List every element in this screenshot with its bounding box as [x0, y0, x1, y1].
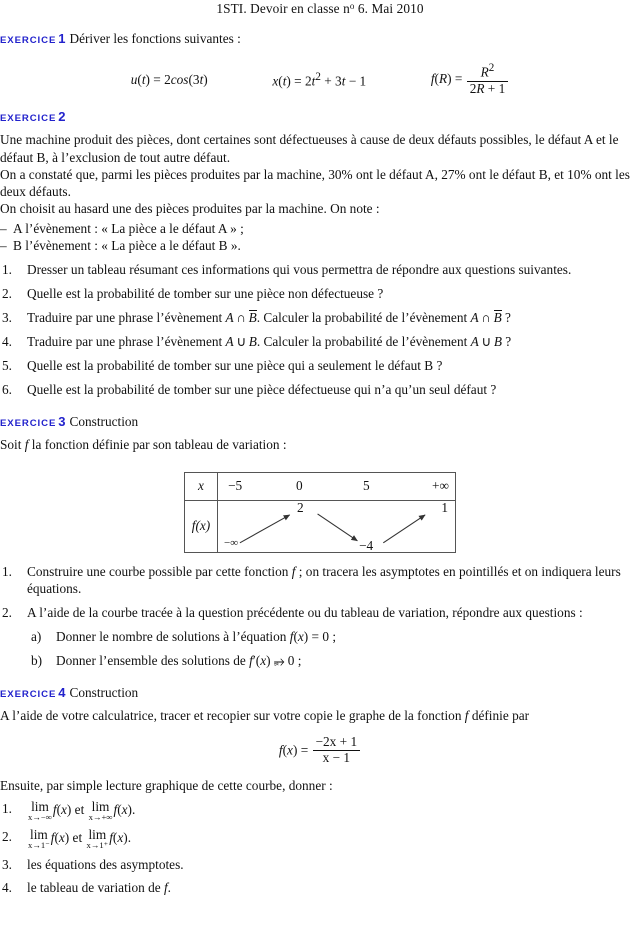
limit-expression	[89, 800, 113, 822]
question-marker: 2.	[2, 829, 12, 844]
limit-joiner: et	[69, 830, 86, 846]
x-value-0: −5	[228, 477, 243, 493]
function-symbol: f	[464, 707, 469, 723]
exercise-4-number: 4	[58, 684, 66, 700]
question-marker: 4.	[2, 334, 12, 350]
limit-expression	[28, 800, 52, 822]
variation-table	[184, 472, 456, 553]
list-item	[27, 652, 640, 669]
question-marker: 3.	[2, 310, 12, 326]
math-a-inter-not-b: A ∩ B	[470, 310, 502, 326]
question-text-pre: le tableau de variation de	[27, 879, 164, 895]
question-text-post: ?	[501, 334, 512, 350]
question-text-mid: . Calculer la probabilité de l’évènement	[256, 310, 471, 326]
list-item	[0, 381, 640, 398]
exercise-3-intro	[0, 436, 640, 453]
list-item	[0, 800, 640, 822]
fraction-denominator: 2R + 1	[467, 81, 509, 97]
x-value-2: 5	[363, 477, 370, 493]
list-item	[0, 828, 640, 850]
variation-arrows	[218, 501, 455, 552]
list-item	[0, 333, 640, 350]
event-a-text: A l’évènement : « La pièce a le défaut A » ;	[13, 220, 244, 236]
exercise-2-paragraph-1: Une machine produit des pièces, dont certaines sont défectueuses à cause de deux défauts possibles, le défaut A et le défaut B, à l’exclusion de tout autre défaut.	[0, 132, 619, 165]
exercise-4-intro	[0, 707, 640, 724]
question-text-pre: Traduire par une phrase l’évènement	[27, 334, 226, 350]
question-text: A l’aide de la courbe tracée à la question précédente ou du tableau de variation, répondre aux questions :	[27, 604, 583, 620]
formula-x: $x(t) = 2t^2 + 3t - 1$	[272, 70, 367, 89]
arrow-up-1	[240, 515, 290, 543]
x-values-row	[218, 473, 455, 500]
function-symbol: f	[291, 563, 296, 579]
event-b-text: B l’évènement : « La pièce a le défaut B ».	[13, 237, 241, 253]
formula-f-R: f(R) = $\frac{R^2}{2R + 1}$	[431, 63, 509, 97]
list-item	[0, 309, 640, 326]
question-text-post: ; on tracera les asymptotes en pointillés et on indiquera leurs équations.	[27, 563, 621, 596]
question-text-mid: . Calculer la probabilité de l’évènement	[256, 334, 471, 350]
limit-operator: lim	[91, 799, 110, 815]
question-marker: 5.	[2, 358, 12, 374]
exercise-label: EXERCICE	[0, 35, 57, 47]
exercise-1-number: 1	[58, 31, 66, 47]
header-text-start: 1STI. Devoir en classe n	[216, 1, 350, 17]
limit-argument: f(x)	[52, 802, 72, 818]
limit-argument: f(x)	[113, 802, 132, 818]
question-marker: 1.	[2, 262, 12, 278]
intro-pre: A l’aide de votre calculatrice, tracer et recopier sur votre copie le graphe de la fonction	[0, 707, 465, 723]
math-a-union-b: A ∪ B	[225, 334, 257, 350]
limit-operator: lim	[88, 827, 107, 842]
exercise-3-heading	[0, 414, 640, 430]
question-marker: 4.	[2, 879, 12, 895]
exercise-4-title: Construction	[69, 684, 139, 700]
table-row	[185, 473, 455, 501]
intro-post: la fonction définie par son tableau de variation :	[28, 437, 287, 453]
f-value-minus-infinity: −∞	[224, 536, 239, 549]
variation-table-wrapper	[0, 472, 640, 553]
list-item	[0, 604, 640, 669]
f-values-row	[218, 501, 455, 552]
question-marker: 2.	[2, 286, 12, 302]
subquestion-marker: b)	[31, 652, 43, 668]
intro-pre: Soit	[0, 437, 25, 453]
question-text: Dresser un tableau résumant ces informations qui vous permettra de répondre aux questions suivantes.	[27, 262, 572, 278]
math-a-union-b: A ∪ B	[470, 334, 502, 350]
x-value-3: +∞	[432, 477, 449, 493]
fraction-linear-over-linear	[313, 735, 361, 766]
math-fprime-geq-zero: f′(x) ⭈ 0	[249, 652, 295, 668]
dash-marker: –	[0, 220, 7, 236]
question-marker: 1.	[2, 801, 12, 817]
list-item	[0, 220, 640, 237]
exercise-2-event-list	[0, 220, 640, 255]
exercise-2-questions	[0, 261, 640, 398]
list-item	[0, 357, 640, 374]
f-value-2: 2	[297, 499, 304, 515]
question-marker: 6.	[2, 382, 12, 398]
list-item	[27, 628, 640, 645]
row-label-x: x	[185, 473, 218, 500]
table-row	[185, 501, 455, 552]
x-value-1: 0	[296, 477, 303, 493]
list-item	[0, 285, 640, 302]
document-header	[0, 0, 640, 17]
exercise-1-formulas	[0, 63, 640, 97]
exercise-1-heading	[0, 31, 640, 47]
limit-expression	[28, 828, 50, 850]
exercise-label: EXERCICE	[0, 418, 57, 430]
arrow-up-2	[383, 515, 425, 543]
limit-end: .	[131, 802, 136, 818]
question-text: les équations des asymptotes.	[27, 856, 184, 872]
header-text-end: 6. Mai 2010	[354, 1, 424, 17]
question-text: Quelle est la probabilité de tomber sur une pièce défectueuse qui n’a qu’un seul défaut ?	[27, 382, 497, 398]
subquestion-marker: a)	[31, 628, 42, 644]
exercise-2-paragraph-2: On a constaté que, parmi les pièces produites par la machine, 30% ont le défaut A, 27% ont le défaut B, et 10% ont les deux défauts.	[0, 166, 630, 200]
list-item	[0, 856, 640, 873]
intro-post: définie par	[468, 707, 530, 723]
question-text-post: .	[167, 879, 171, 895]
exercise-4-heading	[0, 685, 640, 701]
limit-subscript: x→1⁻	[28, 839, 50, 850]
question-text-pre: Construire une courbe possible par cette fonction	[27, 563, 292, 579]
exercise-label: EXERCICE	[0, 688, 57, 700]
question-text: Quelle est la probabilité de tomber sur une pièce qui a seulement le défaut B ?	[27, 358, 443, 374]
question-marker: 1.	[2, 563, 12, 579]
exercise-1-title: Dériver les fonctions suivantes :	[69, 31, 241, 47]
arrow-down-1	[318, 514, 358, 541]
exercise-2-paragraph-3: On choisit au hasard une des pièces produites par la machine. On note :	[0, 201, 380, 217]
limit-joiner: et	[71, 802, 88, 818]
question-marker: 2.	[2, 604, 12, 620]
fraction-numerator: −2x + 1	[315, 734, 358, 750]
limit-argument: f(x)	[109, 830, 128, 846]
question-text: Quelle est la probabilité de tomber sur une pièce non défectueuse ?	[27, 286, 384, 302]
formula-fx: f(x) = $\frac{-2x + 1}{x - 1}$	[279, 736, 361, 767]
fraction-numerator: $R^2$	[480, 62, 495, 80]
row-label-fx: f(x)	[185, 501, 218, 552]
subquestion-text-post: ;	[294, 652, 302, 668]
math-a-inter-not-b: A ∩ B	[225, 310, 257, 326]
limit-operator: lim	[30, 827, 48, 842]
fraction-R2-over-2R1	[467, 62, 509, 96]
exercise-4-after-text: Ensuite, par simple lecture graphique de cette courbe, donner :	[0, 777, 333, 793]
exercise-4-questions	[0, 800, 640, 896]
question-text-pre: Traduire par une phrase l’évènement	[27, 310, 226, 326]
question-marker: 3.	[2, 856, 12, 872]
dash-marker: –	[0, 237, 7, 253]
subquestion-text-pre: Donner l’ensemble des solutions de	[56, 652, 250, 668]
limit-subscript: x→1⁺	[86, 839, 109, 850]
exercise-3-questions	[0, 563, 640, 669]
math-fx-equals-zero: f(x) = 0	[289, 628, 330, 644]
exercise-2-heading	[0, 109, 640, 125]
subquestion-text-post: ;	[329, 628, 337, 644]
exercise-label: EXERCICE	[0, 113, 57, 125]
list-item	[0, 261, 640, 278]
exercise-3-number: 3	[58, 414, 66, 430]
f-value-minus-4: −4	[359, 537, 374, 553]
subquestion-text-pre: Donner le nombre de solutions à l’équation	[56, 628, 290, 644]
limit-subscript: x→+∞	[88, 811, 113, 822]
limit-operator: lim	[31, 799, 49, 815]
question-text-post: ?	[501, 310, 511, 326]
limit-expression	[86, 828, 108, 850]
limit-argument: f(x)	[50, 830, 70, 846]
exercise-3-subquestions	[27, 628, 640, 669]
list-item	[0, 879, 640, 896]
header-ordinal: o	[349, 1, 355, 11]
exercise-3-title: Construction	[69, 414, 139, 430]
f-value-1: 1	[441, 499, 448, 515]
list-item	[0, 237, 640, 254]
formula-u: u(t) = 2cos(3t)	[130, 72, 208, 88]
limit-end: .	[127, 830, 132, 846]
limit-subscript: x→−∞	[28, 811, 52, 822]
function-symbol: f	[163, 879, 168, 895]
exercise-2-number: 2	[58, 109, 66, 125]
fraction-denominator: x − 1	[313, 750, 361, 766]
list-item	[0, 563, 640, 597]
function-symbol: f	[24, 437, 29, 453]
exercise-4-formula	[0, 736, 640, 767]
